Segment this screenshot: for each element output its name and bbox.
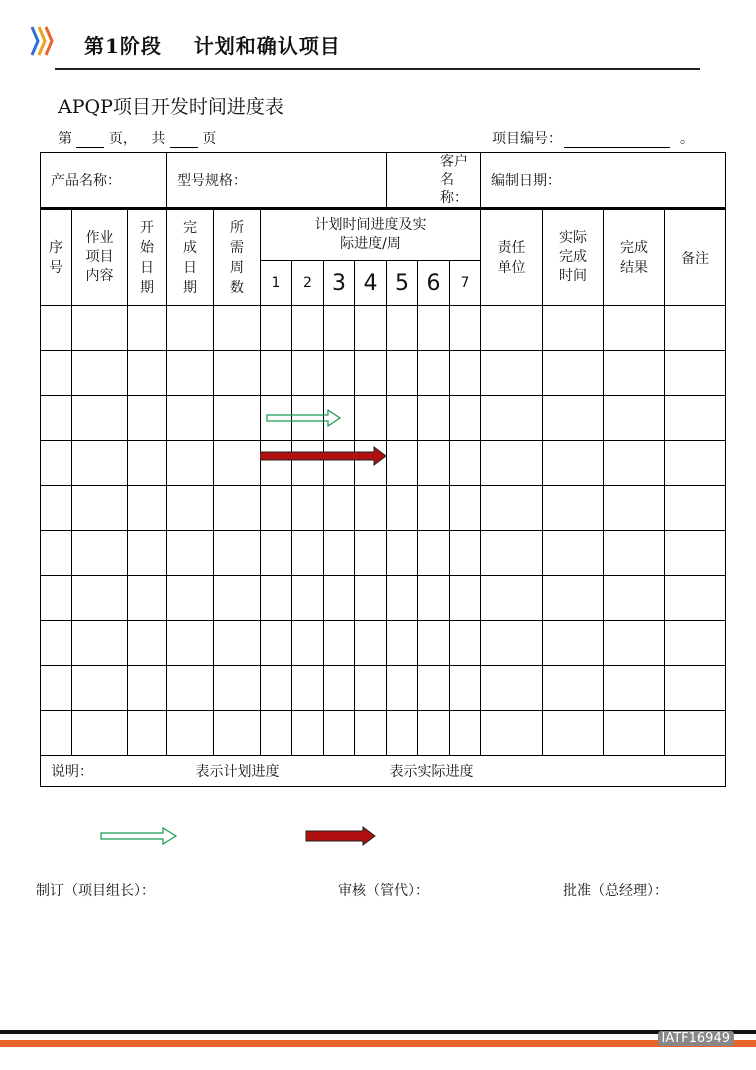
table-cell[interactable] (604, 441, 665, 486)
table-row (41, 486, 726, 531)
table-cell[interactable] (41, 621, 72, 666)
table-cell[interactable] (128, 576, 167, 621)
page-number-blank (76, 133, 104, 148)
table-cell[interactable] (387, 351, 418, 396)
table-cell[interactable] (167, 576, 214, 621)
total-pages-blank (170, 133, 198, 148)
table-cell[interactable] (167, 531, 214, 576)
table-cell[interactable] (261, 711, 292, 756)
table-cell[interactable] (292, 576, 324, 621)
table-cell[interactable] (450, 666, 481, 711)
table-cell[interactable] (41, 306, 72, 351)
legend-actual-text: 表示实际进度 (389, 764, 474, 780)
week-1: 1 (261, 261, 292, 306)
table-cell[interactable] (214, 576, 261, 621)
table-cell[interactable] (543, 486, 604, 531)
reviewer-signature: 审核（管代）： (338, 883, 429, 899)
table-cell[interactable] (214, 621, 261, 666)
col-header-seq: 序号 (41, 209, 72, 306)
table-cell[interactable] (665, 306, 726, 351)
table-cell[interactable] (481, 621, 543, 666)
table-cell[interactable] (72, 351, 128, 396)
week-4: 4 (355, 261, 387, 306)
col-header-task: 作业项目内容 (72, 209, 128, 306)
total-label-post: 页 (202, 131, 217, 147)
table-cell[interactable] (481, 576, 543, 621)
table-cell[interactable] (665, 711, 726, 756)
table-cell[interactable] (72, 306, 128, 351)
table-cell[interactable] (214, 486, 261, 531)
table-cell[interactable] (355, 711, 387, 756)
table-cell[interactable] (543, 666, 604, 711)
page-title: 第1阶段 计划和确认项目 (84, 34, 341, 58)
table-cell[interactable] (665, 621, 726, 666)
footer-bar-orange (0, 1040, 756, 1047)
table-cell[interactable] (418, 441, 450, 486)
table-cell[interactable] (292, 666, 324, 711)
table-cell[interactable] (604, 576, 665, 621)
footer-row (41, 756, 726, 787)
table-cell[interactable] (355, 621, 387, 666)
table-cell[interactable] (604, 621, 665, 666)
table-cell[interactable] (41, 666, 72, 711)
table-cell[interactable] (355, 666, 387, 711)
table-row (41, 711, 726, 756)
table-cell[interactable] (292, 531, 324, 576)
table-cell[interactable] (481, 306, 543, 351)
table-cell[interactable] (41, 486, 72, 531)
table-cell[interactable] (128, 486, 167, 531)
table-cell[interactable] (665, 486, 726, 531)
table-cell[interactable] (450, 711, 481, 756)
legend-plan-arrow-shape (101, 828, 176, 844)
table-cell[interactable] (167, 306, 214, 351)
table-cell[interactable] (167, 396, 214, 441)
table-cell[interactable] (481, 666, 543, 711)
table-cell[interactable] (167, 621, 214, 666)
table-cell[interactable] (292, 711, 324, 756)
table-cell[interactable] (450, 396, 481, 441)
table-cell[interactable] (604, 396, 665, 441)
table-cell[interactable] (387, 576, 418, 621)
customer-name-cell: 客户名称： (387, 153, 481, 209)
table-cell[interactable] (261, 531, 292, 576)
table-cell[interactable] (481, 711, 543, 756)
table-cell[interactable] (481, 486, 543, 531)
table-cell[interactable] (72, 531, 128, 576)
compile-date-cell: 编制日期： (481, 153, 726, 209)
header-divider (55, 68, 700, 70)
project-number-label: 项目编号： (492, 131, 562, 147)
table-cell[interactable] (604, 666, 665, 711)
table-cell[interactable] (665, 396, 726, 441)
table-cell[interactable] (418, 711, 450, 756)
table-cell[interactable] (543, 576, 604, 621)
table-row (41, 621, 726, 666)
table-cell[interactable] (355, 531, 387, 576)
table-cell[interactable] (41, 396, 72, 441)
legend-actual-arrow-shape (306, 827, 375, 845)
week-7: 7 (450, 261, 481, 306)
table-cell[interactable] (128, 621, 167, 666)
table-cell[interactable] (481, 441, 543, 486)
table-cell[interactable] (604, 531, 665, 576)
legend-actual-arrow (305, 826, 377, 846)
table-cell[interactable] (418, 306, 450, 351)
table-cell[interactable] (450, 486, 481, 531)
table-cell[interactable] (418, 396, 450, 441)
plan-arrow-shape (267, 410, 340, 426)
table-cell[interactable] (214, 396, 261, 441)
table-cell[interactable] (665, 576, 726, 621)
table-cell[interactable] (450, 441, 481, 486)
col-header-owner: 责任单位 (481, 209, 543, 306)
col-header-remark: 备注 (665, 209, 726, 306)
table-cell[interactable] (128, 531, 167, 576)
table-cell[interactable] (324, 306, 355, 351)
week-3: 3 (324, 261, 355, 306)
table-cell[interactable] (665, 441, 726, 486)
table-cell[interactable] (292, 621, 324, 666)
table-cell[interactable] (261, 666, 292, 711)
table-cell[interactable] (481, 531, 543, 576)
table-cell[interactable] (543, 531, 604, 576)
col-header-start: 开始日期 (128, 209, 167, 306)
table-cell[interactable] (167, 441, 214, 486)
page-count-line (58, 128, 216, 148)
schedule-table (40, 152, 726, 787)
model-spec-cell: 型号规格： (167, 153, 387, 209)
table-cell[interactable] (261, 621, 292, 666)
table-cell[interactable] (72, 621, 128, 666)
total-label-pre: 共 (151, 131, 166, 147)
col-header-finish: 完成日期 (167, 209, 214, 306)
header-row-1 (41, 209, 726, 261)
table-cell[interactable] (355, 306, 387, 351)
data-rows (41, 306, 726, 756)
table-cell[interactable] (450, 621, 481, 666)
table-cell[interactable] (324, 531, 355, 576)
table-cell[interactable] (604, 306, 665, 351)
project-number-end: 。 (680, 131, 694, 147)
table-cell[interactable] (167, 351, 214, 396)
table-cell[interactable] (355, 576, 387, 621)
table-cell[interactable] (324, 486, 355, 531)
table-cell[interactable] (355, 396, 387, 441)
page-label-mid: 页， (108, 131, 137, 147)
table-cell[interactable] (418, 666, 450, 711)
col-header-schedule: 计划时间进度及实际进度/周 (261, 209, 481, 261)
table-cell[interactable] (72, 441, 128, 486)
legend-plan-text: 表示计划进度 (195, 764, 280, 780)
table-cell[interactable] (418, 621, 450, 666)
table-row (41, 396, 726, 441)
page-label-pre: 第 (58, 131, 72, 147)
table-cell[interactable] (543, 306, 604, 351)
table-cell[interactable] (418, 486, 450, 531)
table-cell[interactable] (261, 351, 292, 396)
table-cell[interactable] (41, 711, 72, 756)
table-cell[interactable] (387, 441, 418, 486)
table-cell[interactable] (72, 486, 128, 531)
table-cell[interactable] (387, 711, 418, 756)
table-cell[interactable] (261, 306, 292, 351)
table-cell[interactable] (387, 666, 418, 711)
project-number-blank (564, 133, 670, 148)
table-cell[interactable] (543, 621, 604, 666)
table-cell[interactable] (72, 711, 128, 756)
table-cell[interactable] (72, 666, 128, 711)
watermark: IATF16949 (658, 1031, 735, 1046)
table-cell[interactable] (128, 306, 167, 351)
table-cell[interactable] (418, 531, 450, 576)
company-logo (30, 24, 56, 58)
table-cell[interactable] (214, 711, 261, 756)
table-cell[interactable] (481, 396, 543, 441)
table-cell[interactable] (543, 441, 604, 486)
table-cell[interactable] (261, 576, 292, 621)
document-subtitle: APQP项目开发时间进度表 (58, 96, 284, 118)
table-cell[interactable] (214, 306, 261, 351)
table-cell[interactable] (128, 441, 167, 486)
table-row (41, 531, 726, 576)
table-cell[interactable] (214, 441, 261, 486)
table-cell[interactable] (292, 306, 324, 351)
table-cell[interactable] (128, 711, 167, 756)
table-cell[interactable] (387, 531, 418, 576)
table-cell[interactable] (355, 486, 387, 531)
table-cell[interactable] (387, 396, 418, 441)
table-cell[interactable] (355, 351, 387, 396)
legend-plan-arrow (100, 826, 178, 846)
table-cell[interactable] (128, 351, 167, 396)
table-cell[interactable] (324, 351, 355, 396)
table-cell[interactable] (324, 576, 355, 621)
actual-arrow-shape (260, 447, 386, 465)
table-cell[interactable] (214, 666, 261, 711)
table-row (41, 576, 726, 621)
table-cell[interactable] (450, 351, 481, 396)
table-cell[interactable] (418, 351, 450, 396)
table-cell[interactable] (214, 351, 261, 396)
table-cell[interactable] (41, 576, 72, 621)
approver-signature: 批准（总经理）： (563, 883, 668, 899)
info-row (41, 153, 726, 209)
table-cell[interactable] (41, 351, 72, 396)
table-cell[interactable] (41, 531, 72, 576)
table-cell[interactable] (665, 666, 726, 711)
table-cell[interactable] (128, 666, 167, 711)
table-cell[interactable] (604, 711, 665, 756)
table-cell[interactable] (167, 666, 214, 711)
table-cell[interactable] (604, 351, 665, 396)
table-cell[interactable] (324, 711, 355, 756)
table-cell[interactable] (292, 351, 324, 396)
table-cell[interactable] (543, 396, 604, 441)
table-cell[interactable] (324, 666, 355, 711)
table-cell[interactable] (450, 576, 481, 621)
table-cell[interactable] (167, 486, 214, 531)
table-cell[interactable] (543, 351, 604, 396)
actual-progress-arrow (260, 446, 388, 466)
table-cell[interactable] (72, 396, 128, 441)
table-cell[interactable] (665, 531, 726, 576)
maker-signature: 制订（项目组长）： (36, 883, 155, 899)
table-cell[interactable] (214, 531, 261, 576)
plan-progress-arrow (266, 408, 342, 428)
week-2: 2 (292, 261, 324, 306)
table-cell[interactable] (418, 576, 450, 621)
table-cell[interactable] (543, 711, 604, 756)
table-cell[interactable] (387, 486, 418, 531)
table-cell[interactable] (261, 486, 292, 531)
product-name-cell: 产品名称： (41, 153, 167, 209)
table-cell[interactable] (72, 576, 128, 621)
table-cell[interactable] (324, 621, 355, 666)
table-cell[interactable] (387, 306, 418, 351)
col-header-actual-time: 实际完成时间 (543, 209, 604, 306)
footer-bar-dark (0, 1030, 756, 1034)
table-cell[interactable] (604, 486, 665, 531)
project-number-line (492, 128, 694, 148)
table-cell[interactable] (128, 396, 167, 441)
week-6: 6 (418, 261, 450, 306)
table-cell[interactable] (450, 306, 481, 351)
table-cell[interactable] (665, 351, 726, 396)
legend-note (41, 756, 726, 787)
table-cell[interactable] (167, 711, 214, 756)
table-cell[interactable] (450, 531, 481, 576)
table-row (41, 351, 726, 396)
table-cell[interactable] (292, 486, 324, 531)
table-row (41, 666, 726, 711)
table-row (41, 306, 726, 351)
col-header-result: 完成结果 (604, 209, 665, 306)
table-cell[interactable] (481, 351, 543, 396)
col-header-weeks: 所需周数 (214, 209, 261, 306)
week-5: 5 (387, 261, 418, 306)
legend-note-label: 说明： (51, 764, 93, 780)
table-cell[interactable] (387, 621, 418, 666)
table-cell[interactable] (41, 441, 72, 486)
